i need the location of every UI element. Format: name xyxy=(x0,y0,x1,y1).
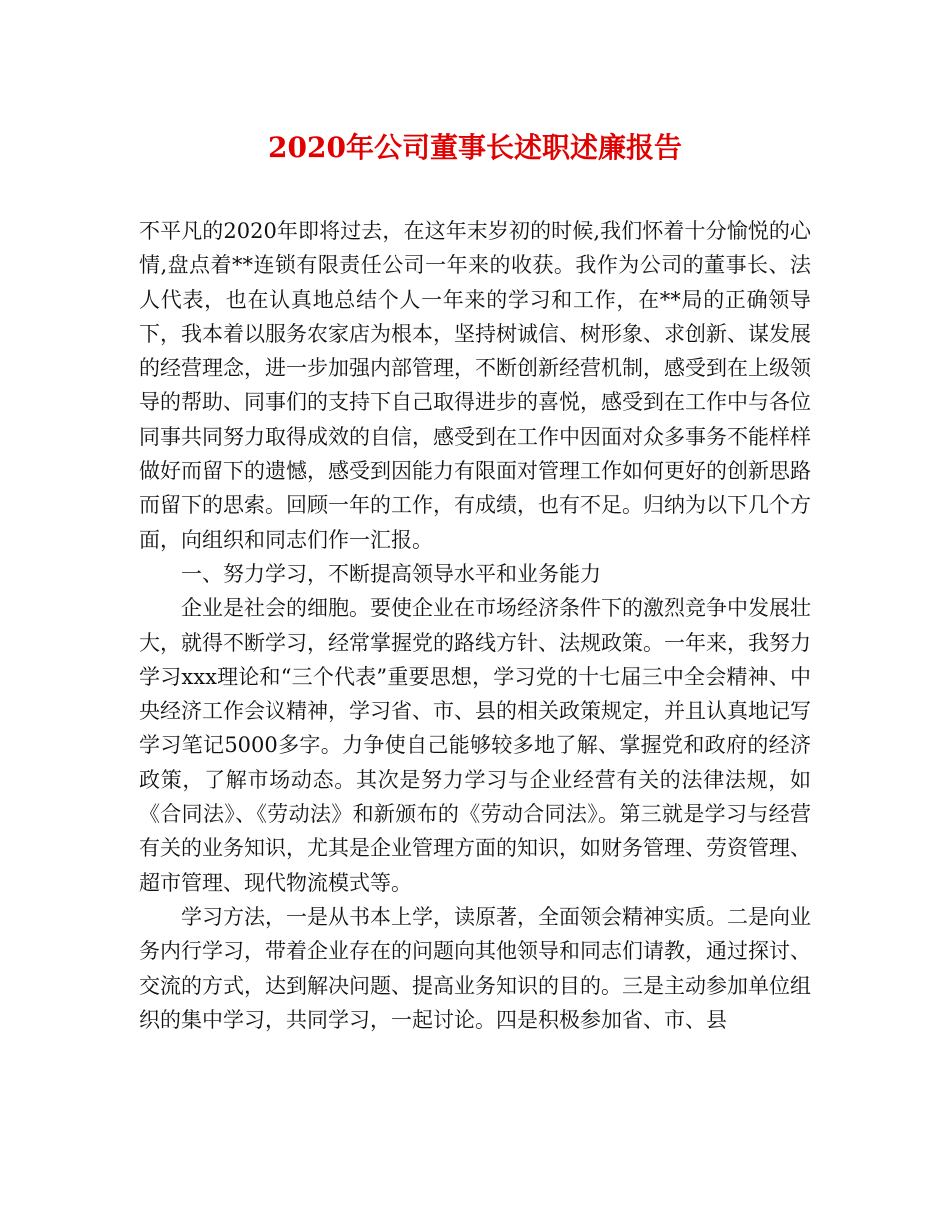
paragraph-learning: 企业是社会的细胞。要使企业在市场经济条件下的激烈竞争中发展壮大，就得不断学习，经常掌握党的路线方针、法规政策。一年来，我努力学习xxx理论和“三个代表”重要思想，学习党的十七届三中全会精神、中央经济工作会议精神，学习省、市、县的相关政策规定，并且认真地记写学习笔记5000多字。力争使自己能够较多地了解、掌握党和政府的经济政策，了解市场动态。其次是努力学习与企业经营有关的法律法规，如《合同法》、《劳动法》和新颁布的《劳动合同法》。第三就是学习与经营有关的业务知识，尤其是企业管理方面的知识，如财务管理、劳资管理、超市管理、现代物流模式等。 xyxy=(139,596,811,895)
document-title: 2020年公司董事长述职述廉报告 xyxy=(268,131,682,164)
document-body xyxy=(139,214,811,1037)
section-heading-1: 一、努力学习，不断提高领导水平和业务能力 xyxy=(181,561,601,586)
paragraph-methods: 学习方法，一是从书本上学，读原著，全面领会精神实质。二是向业务内行学习，带着企业存在的问题向其他领导和同志们请教，通过探讨、交流的方式，达到解决问题、提高业务知识的目的。三是主动参加单位组织的集中学习，共同学习，一起讨论。四是积极参加省、市、县 xyxy=(139,904,811,1032)
paragraph-intro: 不平凡的2020年即将过去，在这年末岁初的时候,我们怀着十分愉悦的心情,盘点着**连锁有限责任公司一年来的收获。我作为公司的董事长、法人代表，也在认真地总结个人一年来的学习和工作，在**局的正确领导下，我本着以服务农家店为根本，坚持树诚信、树形象、求创新、谋发展的经营理念，进一步加强内部管理，不断创新经营机制，感受到在上级领导的帮助、同事们的支持下自己取得进步的喜悦，感受到在工作中与各位同事共同努力取得成效的自信，感受到在工作中因面对众多事务不能样样做好而留下的遗憾，感受到因能力有限面对管理工作如何更好的创新思路而留下的思索。回顾一年的工作，有成绩，也有不足。归纳为以下几个方面，向组织和同志们作一汇报。 xyxy=(139,219,811,552)
